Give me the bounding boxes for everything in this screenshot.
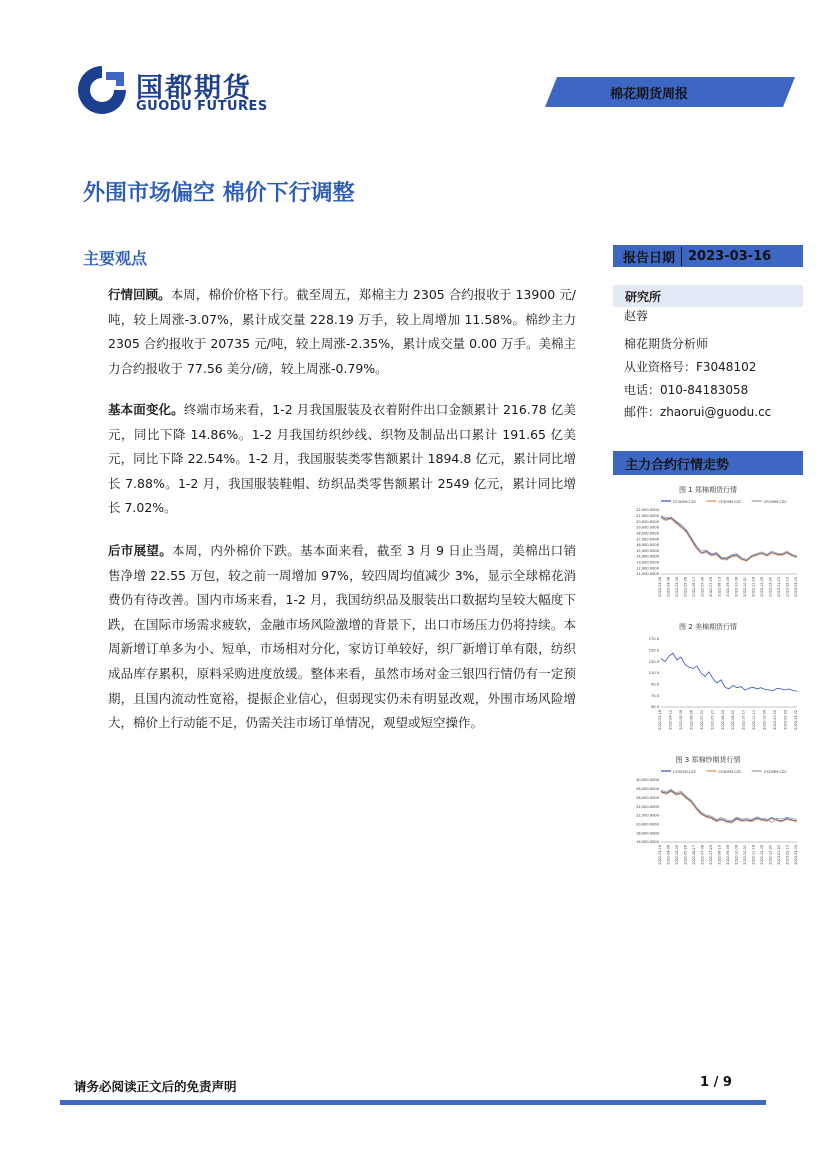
report-date-bar	[613, 245, 803, 267]
y-tick-label: 16,000.0000	[636, 543, 659, 548]
y-tick-label: 20,000.0000	[636, 822, 659, 827]
x-tick-label: 2023-01-20	[777, 577, 781, 597]
series-line-1	[661, 653, 797, 691]
x-tick-label: 2022-10-08	[734, 577, 739, 597]
y-tick-label: 28,000.0000	[636, 787, 659, 792]
x-tick-label: 2022-09-09	[726, 577, 730, 597]
x-tick-label: 2022-07-08	[700, 845, 705, 865]
x-tick-label: 2022-10-17	[741, 710, 746, 730]
paragraph-lead: 行情回顾。	[108, 287, 171, 302]
logo-mark-icon	[76, 64, 128, 116]
y-tick-label: 14,000.0000	[636, 554, 659, 559]
paragraph-lead: 后市展望。	[108, 543, 173, 558]
x-tick-label: 2023-01-05	[773, 710, 778, 730]
x-tick-label: 2022-11-18	[751, 577, 756, 597]
x-tick-label: 2023-02-10	[785, 577, 790, 597]
footer-divider	[60, 1100, 766, 1105]
analyst-license: 从业资格号：F3048102	[624, 360, 757, 374]
x-tick-label: 2022-08-23	[720, 710, 725, 730]
y-tick-label: 110.0	[648, 671, 659, 676]
report-type-label: 棉花期货周报	[610, 87, 689, 102]
y-tick-label: 22,000.0000	[636, 813, 659, 818]
x-tick-label: 2023-02-10	[785, 845, 790, 865]
y-tick-label: 16,000.0000	[636, 840, 659, 845]
y-tick-label: 12,000.0000	[636, 566, 659, 571]
y-tick-label: 26,000.0000	[636, 795, 659, 800]
y-tick-label: 13,000.0000	[636, 560, 659, 565]
report-date-label: 报告日期	[613, 247, 682, 266]
x-tick-label: 2023-01-20	[777, 845, 781, 865]
institute-bar	[613, 285, 803, 307]
chart-2-us-cotton	[625, 633, 801, 741]
paragraph-text: 本周，内外棉价下跌。基本面来看，截至 3 月 9 日止当周，美棉出口销售净增 22.55 万包，较之前一周增加 97%，较四周均值减少 3%，显示全球棉花消费仍有待改善。国内市场来看，1-2 月，我国纺织品及服装出口数据均呈较大幅度下跌，在国际市场需求疲软，金融市场风险激增的背景下，出口市场压力仍将持续。本周新增订单多为小、短单，市场相对分化，家访订单较好，织厂新增订单有限，纺织成品库存累积，原料采购进度放缓。整体来看，虽然市场对金三银四行情仍有一定预期，且国内流动性宽裕，提振企业信心，但弱现实仍未有明显改观，外围市场风险增大，棉价上行动能不足，仍需关注市场订单情况，观望或短空操作。	[108, 543, 576, 731]
analyst-phone: 电话：010-84183058	[624, 383, 749, 397]
y-tick-label: 24,000.0000	[636, 804, 659, 809]
y-tick-label: 30,000.0000	[636, 778, 659, 783]
y-tick-label: 130.0	[648, 659, 659, 664]
x-tick-label: 2022-07-27	[710, 710, 715, 730]
y-tick-label: 21,000.0000	[636, 514, 659, 519]
x-tick-label: 2023-03-03	[794, 577, 798, 597]
trend-heading: 主力合约行情走势	[625, 457, 730, 473]
y-tick-label: 170.0	[648, 637, 659, 642]
x-tick-label: 2022-06-06	[689, 710, 694, 730]
legend-label: CF209M.CZC	[763, 500, 787, 504]
x-tick-label: 2023-03-03	[794, 845, 798, 865]
legend-label: CF305M.CZC	[673, 500, 697, 504]
legend-label: CY209M.CZC	[763, 770, 787, 774]
x-tick-label: 2022-10-31	[743, 845, 747, 865]
logo-text-en: GUODU FUTURES	[136, 99, 268, 114]
legend-label: CY301M.CZC	[673, 770, 697, 774]
y-tick-label: 50.0	[650, 705, 659, 710]
x-tick-label: 2022-03-16	[658, 845, 662, 865]
disclaimer-text: 请务必阅读正文后的免责声明	[74, 1079, 237, 1094]
x-tick-label: 2022-03-16	[658, 577, 662, 597]
y-tick-label: 150.0	[648, 648, 659, 653]
x-tick-label: 2022-12-09	[762, 710, 767, 730]
x-tick-label: 2022-05-09	[678, 710, 683, 730]
y-tick-label: 22,000.0000	[636, 508, 659, 513]
chart-1-title: 图 1 郑棉期货行情	[679, 486, 737, 494]
y-tick-label: 20,000.0000	[636, 519, 659, 524]
x-tick-label: 2022-09-09	[726, 845, 730, 865]
chart-3-cotton-yarn	[625, 766, 801, 876]
x-tick-label: 2022-10-08	[734, 845, 739, 865]
x-tick-label: 2022-12-30	[768, 577, 773, 597]
x-tick-label: 2022-08-19	[717, 577, 722, 597]
x-tick-label: 2022-11-18	[751, 845, 756, 865]
x-tick-label: 2022-05-26	[683, 845, 688, 865]
analyst-name: 赵蓉	[624, 309, 649, 323]
x-tick-label: 2023-02-03	[783, 710, 788, 730]
y-tick-label: 19,000.0000	[636, 525, 659, 530]
series-line-1	[661, 517, 797, 561]
x-tick-label: 2022-07-08	[700, 577, 705, 597]
chart-1-zhengmian	[625, 496, 801, 608]
paragraph-lead: 基本面变化。	[108, 402, 184, 417]
chart-2-title: 图 2 美棉期货行情	[679, 623, 737, 631]
x-tick-label: 2022-08-19	[717, 845, 722, 865]
section-heading: 主要观点	[83, 249, 148, 268]
trend-heading-bar	[613, 451, 803, 475]
institute-label: 研究所	[625, 289, 662, 304]
x-tick-label: 2022-09-20	[731, 710, 736, 730]
logo-text-cn: 国都期货	[136, 73, 252, 104]
x-tick-label: 2022-12-09	[760, 577, 764, 597]
paragraph-fundamentals	[108, 398, 576, 521]
legend-label: CY305M.CZC	[718, 770, 742, 774]
y-tick-label: 70.0	[650, 693, 659, 698]
x-tick-label: 2022-12-09	[760, 845, 764, 865]
x-tick-label: 2022-07-29	[709, 845, 713, 865]
paragraph-market-review	[108, 283, 576, 381]
x-tick-label: 2022-06-17	[692, 577, 696, 597]
series-line-1	[661, 791, 797, 823]
page-title: 外围市场偏空 棉价下行调整	[83, 181, 355, 206]
y-tick-label: 11,000.0000	[636, 572, 659, 577]
x-tick-label: 2022-05-05	[675, 845, 679, 865]
y-tick-label: 90.0	[650, 682, 659, 687]
y-tick-label: 17,000.0000	[636, 537, 659, 542]
y-tick-label: 18,000.0000	[636, 831, 659, 836]
x-tick-label: 2022-04-08	[666, 845, 671, 865]
page-number: 1 / 9	[700, 1075, 732, 1090]
x-tick-label: 2022-04-08	[666, 577, 671, 597]
x-tick-label: 2022-05-05	[675, 577, 679, 597]
report-date-value: 2023-03-16	[688, 248, 772, 264]
x-tick-label: 2022-07-01	[699, 710, 704, 730]
y-tick-label: 18,000.0000	[636, 531, 659, 536]
paragraph-text: 本周，棉价价格下行。截至周五，郑棉主力 2305 合约报收于 13900 元/吨，较上周涨-3.07%，累计成交量 228.19 万手，较上周增加 11.58%。棉纱主力 2305 合约报收于 20735 元/吨，较上周涨-2.35%，累计成交量 0.00 万手。美棉主力合约报收于 77.56 美分/磅，较上周涨-0.79%。	[108, 287, 576, 376]
series-line-3	[661, 516, 797, 560]
x-tick-label: 2022-03-16	[658, 710, 662, 730]
x-tick-label: 2022-12-30	[768, 845, 773, 865]
paragraph-text: 终端市场来看，1-2 月我国服装及衣着附件出口金额累计 216.78 亿美元，同比下降 14.86%。1-2 月我国纺织纱线、织物及制品出口累计 191.65 亿美元，同比下降 22.54%。1-2 月，我国服装类零售额累计 1894.8 亿元，累计同比增长 7.88%。1-2 月，我国服装鞋帽、纺织品类零售额累计 2549 亿元，累计同比增长 7.02%。	[108, 402, 576, 516]
x-tick-label: 2023-03-02	[794, 710, 798, 730]
x-tick-label: 2022-06-17	[692, 845, 696, 865]
x-tick-label: 2022-10-31	[743, 577, 747, 597]
paragraph-outlook	[108, 539, 576, 736]
x-tick-label: 2022-05-26	[683, 577, 688, 597]
legend-label: CF309M.CZC	[718, 500, 742, 504]
analyst-email[interactable]: 邮件：zhaorui@guodu.cc	[624, 405, 772, 419]
chart-3-title: 图 3 郑棉纱期货行情	[675, 756, 741, 764]
analyst-title: 棉花期货分析师	[624, 337, 709, 351]
x-tick-label: 2022-07-29	[709, 577, 713, 597]
y-tick-label: 15,000.0000	[636, 548, 659, 553]
x-tick-label: 2022-11-11	[752, 710, 757, 730]
x-tick-label: 2022-04-12	[668, 710, 673, 730]
